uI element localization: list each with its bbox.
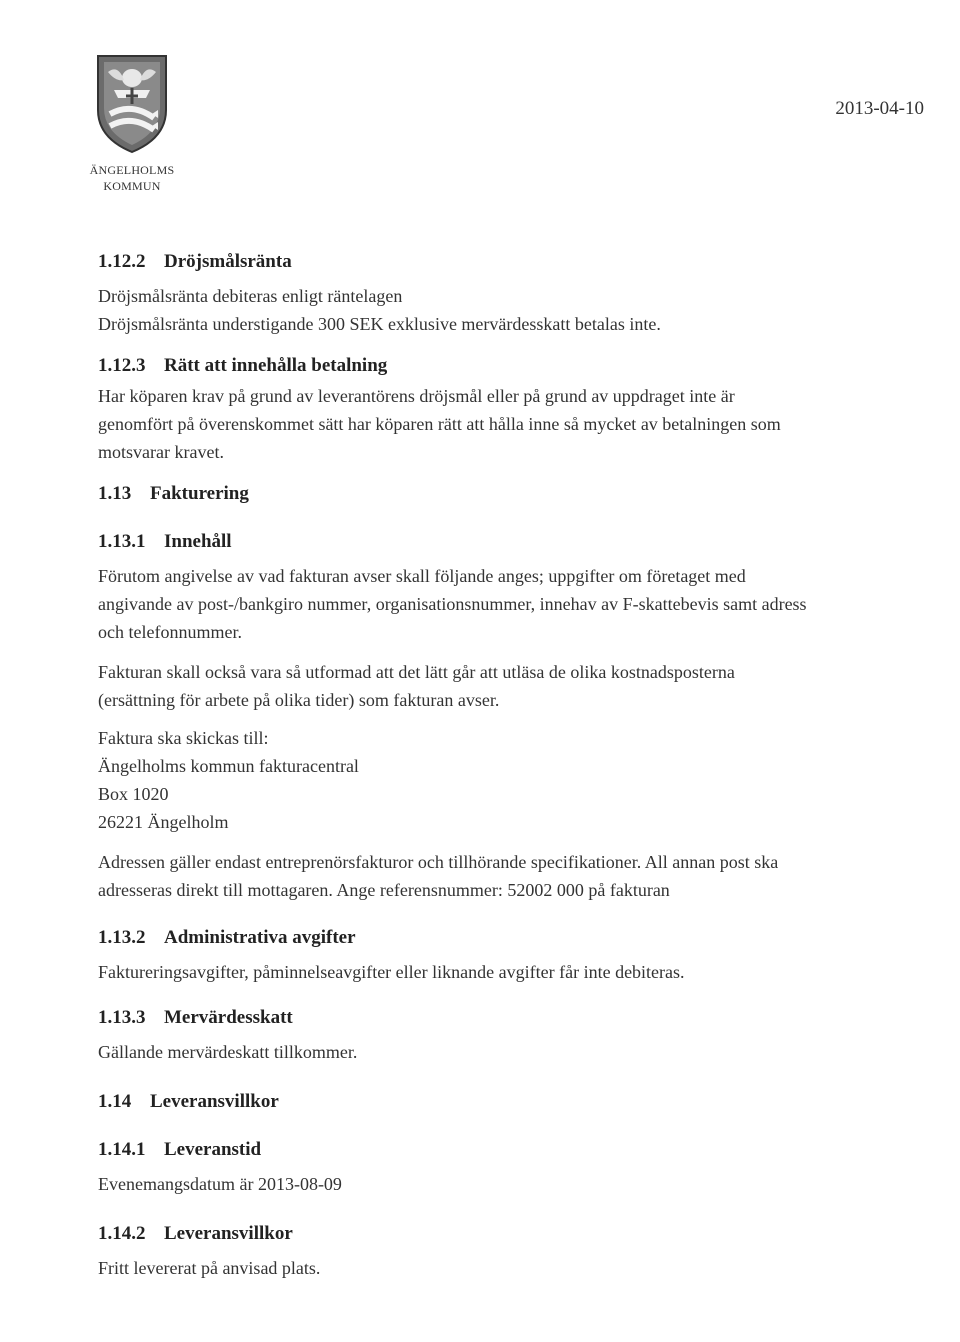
heading-1-13-1	[98, 530, 944, 554]
paragraph-line: (ersättning för arbete på olika tider) som fakturan avser.	[98, 690, 500, 710]
heading-number: 1.14	[98, 1091, 132, 1112]
heading-title: Leveranstid	[164, 1139, 262, 1160]
invoice-address	[98, 724, 944, 836]
heading-number: 1.14.2	[98, 1223, 146, 1244]
heading-1-13-3	[98, 1006, 944, 1030]
paragraph-line: Evenemangsdatum är 2013-08-09	[98, 1174, 342, 1194]
org-name-line2: KOMMUN	[103, 179, 161, 193]
heading-1-12-2	[98, 250, 944, 274]
heading-1-14	[98, 1090, 944, 1114]
heading-1-14-2	[98, 1222, 944, 1246]
heading-number: 1.13.3	[98, 1007, 146, 1028]
heading-1-14-1	[98, 1138, 944, 1162]
heading-title: Leveransvillkor	[150, 1091, 279, 1112]
paragraph-line: genomfört på överenskommet sätt har köparen rätt att hålla inne så mycket av betalningen som	[98, 414, 781, 434]
heading-title: Innehåll	[164, 531, 232, 552]
paragraph-line: motsvarar kravet.	[98, 442, 224, 462]
address-line: Faktura ska skickas till:	[98, 728, 269, 748]
heading-number: 1.13.1	[98, 531, 146, 552]
paragraph-line: Fakturan skall också vara så utformad att det lätt går att utläsa de olika kostnadsposterna	[98, 662, 735, 682]
paragraph-line: Förutom angivelse av vad fakturan avser skall följande anges; uppgifter om företaget med	[98, 566, 746, 586]
heading-title: Leveransvillkor	[164, 1223, 293, 1244]
heading-1-13	[98, 482, 944, 506]
paragraph-line: Faktureringsavgifter, påminnelseavgifter eller liknande avgifter får inte debiteras.	[98, 962, 685, 982]
heading-1-13-2	[98, 926, 944, 950]
paragraph-line: Har köparen krav på grund av leverantörens dröjsmål eller på grund av uppdraget inte är	[98, 386, 735, 406]
heading-number: 1.12.3	[98, 355, 146, 376]
org-name-line1: ÄNGELHOLMS	[89, 163, 175, 177]
heading-1-12-3	[98, 354, 944, 378]
paragraph-line: adresseras direkt till mottagaren. Ange referensnummer: 52002 000 på fakturan	[98, 880, 670, 900]
paragraph-line: Adressen gäller endast entreprenörsfakturor och tillhörande specifikationer. All annan post ska	[98, 852, 779, 872]
address-line: 26221 Ängelholm	[98, 812, 229, 832]
paragraph-line: angivande av post-/bankgiro nummer, organisationsnummer, innehav av F-skattebevis samt adress	[98, 594, 807, 614]
document-date: 2013-04-10	[835, 98, 924, 119]
heading-title: Fakturering	[150, 483, 249, 504]
paragraph-line: Fritt levererat på anvisad plats.	[98, 1258, 321, 1278]
heading-number: 1.13	[98, 483, 132, 504]
address-line: Ängelholms kommun fakturacentral	[98, 756, 359, 776]
paragraph-line: Dröjsmålsränta debiteras enligt räntelagen	[98, 286, 403, 306]
heading-title: Dröjsmålsränta	[164, 251, 292, 272]
paragraph-line: Dröjsmålsränta understigande 300 SEK exklusive mervärdesskatt betalas inte.	[98, 314, 661, 334]
heading-number: 1.13.2	[98, 927, 146, 948]
document-body	[98, 250, 944, 1282]
coat-of-arms-icon	[94, 52, 170, 156]
heading-title: Rätt att innehålla betalning	[164, 355, 388, 376]
heading-title: Administrativa avgifter	[164, 927, 356, 948]
address-line: Box 1020	[98, 784, 169, 804]
heading-number: 1.14.1	[98, 1139, 146, 1160]
municipality-logo	[89, 52, 175, 194]
heading-title: Mervärdesskatt	[164, 1007, 293, 1028]
org-name	[82, 162, 182, 194]
paragraph-line: och telefonnummer.	[98, 622, 242, 642]
paragraph-line: Gällande mervärdeskatt tillkommer.	[98, 1042, 358, 1062]
heading-number: 1.12.2	[98, 251, 146, 272]
